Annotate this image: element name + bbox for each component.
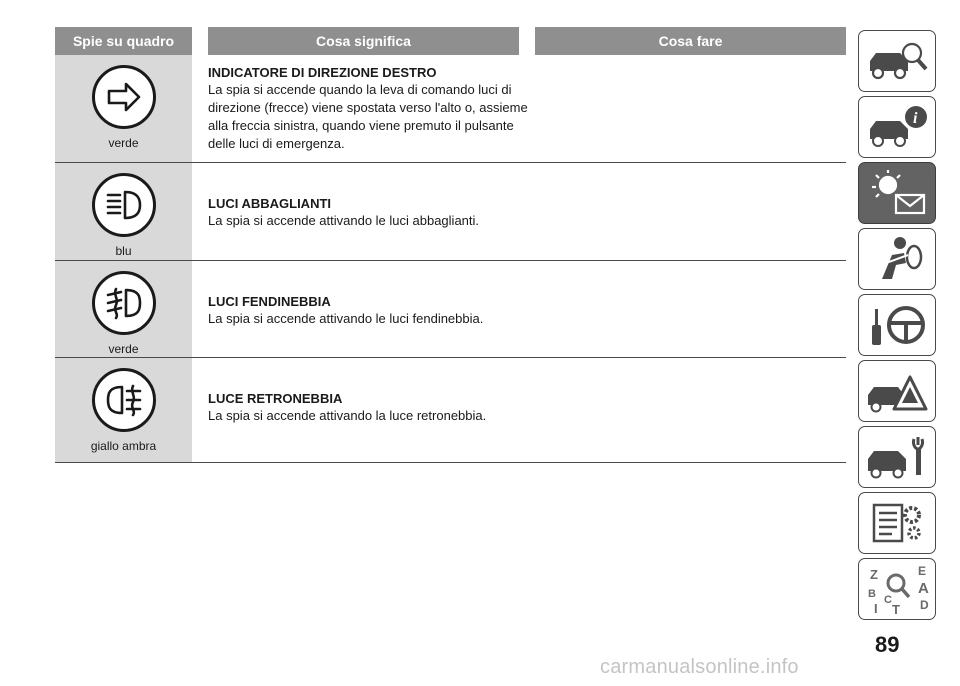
tab-emergency[interactable] <box>858 360 936 422</box>
car-magnifier-icon <box>862 35 932 87</box>
car-warning-triangle-icon <box>862 365 932 417</box>
table-row <box>55 55 846 163</box>
tab-index[interactable] <box>858 558 936 620</box>
meaning-cell <box>208 261 528 328</box>
indicator-description: La spia si accende quando la leva di comando luci di direzione (frecce) viene spostata verso l'alto o, assieme alla freccia sinistra, quando viene premuto il pulsante delle luci di emergenza. <box>208 82 528 151</box>
indicator-description: La spia si accende attivando le luci fendinebbia. <box>208 311 484 326</box>
svg-text:Z: Z <box>870 567 878 582</box>
indicator-title: LUCE RETRONEBBIA <box>208 391 343 406</box>
tab-warning-lights[interactable] <box>858 162 936 224</box>
alphabet-index-icon <box>862 563 932 615</box>
indicator-description: La spia si accende attivando le luci abbaglianti. <box>208 213 480 228</box>
meaning-cell <box>208 358 528 425</box>
tab-safety[interactable] <box>858 228 936 290</box>
airbag-passenger-icon <box>862 233 932 285</box>
lamp-cell <box>55 358 192 462</box>
indicator-title: LUCI FENDINEBBIA <box>208 294 331 309</box>
meaning-cell <box>208 163 528 230</box>
tab-servicing-care[interactable] <box>858 426 936 488</box>
svg-text:I: I <box>874 601 878 615</box>
lamp-cell <box>55 261 192 357</box>
svg-text:A: A <box>918 580 929 597</box>
indicator-title: INDICATORE DI DIREZIONE DESTRO <box>208 65 437 80</box>
lamp-color-label: blu <box>115 244 132 258</box>
front-fog-light-icon <box>92 271 156 335</box>
table-row <box>55 261 846 358</box>
table-row <box>55 358 846 463</box>
car-info-icon <box>862 101 932 153</box>
meaning-cell <box>208 55 528 153</box>
svg-text:E: E <box>918 564 927 578</box>
indicator-title: LUCI ABBAGLIANTI <box>208 196 332 211</box>
warning-light-envelope-icon <box>862 167 932 219</box>
page-number: 89 <box>875 632 900 657</box>
right-turn-arrow-icon <box>92 65 156 129</box>
header-action: Cosa fare <box>535 27 846 55</box>
lamp-cell <box>55 163 192 260</box>
table-header <box>55 27 846 55</box>
svg-text:i: i <box>913 110 918 127</box>
watermark: carmanualsonline.info <box>600 656 799 678</box>
rear-fog-light-icon <box>92 368 156 432</box>
svg-text:T: T <box>892 602 900 615</box>
tab-safety-info[interactable] <box>858 96 936 158</box>
lamp-color-label: verde <box>108 342 139 356</box>
checklist-gears-icon <box>862 497 932 549</box>
car-wrench-icon <box>862 431 932 483</box>
key-steering-wheel-icon <box>862 299 932 351</box>
header-meaning: Cosa significa <box>208 27 519 55</box>
header-lamps: Spie su quadro <box>55 27 192 55</box>
svg-text:B: B <box>868 588 876 600</box>
tab-technical-specs[interactable] <box>858 492 936 554</box>
indicator-description: La spia si accende attivando la luce retronebbia. <box>208 408 487 423</box>
svg-text:C: C <box>884 594 892 606</box>
lamp-color-label: giallo ambra <box>90 439 157 453</box>
tab-starting-driving[interactable] <box>858 294 936 356</box>
table-row <box>55 163 846 261</box>
svg-text:D: D <box>920 598 929 612</box>
lamp-cell <box>55 55 192 162</box>
high-beam-icon <box>92 173 156 237</box>
lamp-color-label: verde <box>108 136 139 150</box>
table-body <box>55 55 846 463</box>
tab-knowing-the-car[interactable] <box>858 30 936 92</box>
